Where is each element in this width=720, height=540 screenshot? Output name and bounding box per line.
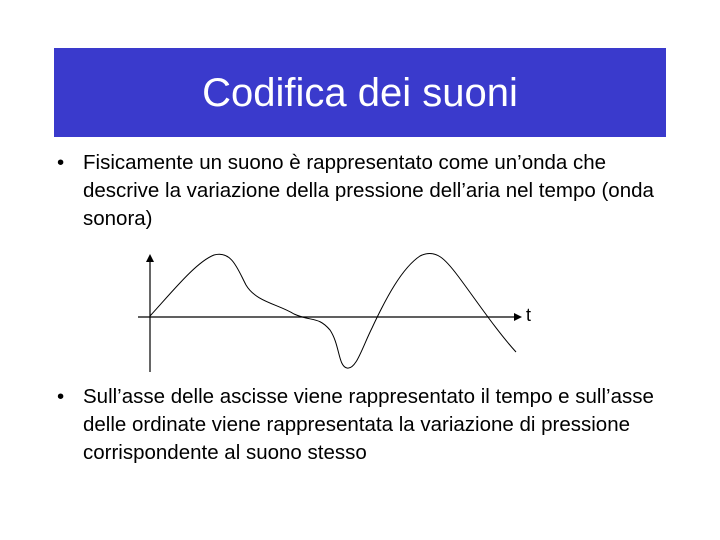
bullet-text: Fisicamente un suono è rappresentato come un’onda che descrive la variazione della pressione dell’aria nel tempo (onda sonora) (83, 151, 654, 230)
bullet-item (57, 383, 663, 467)
bullet-item (57, 149, 663, 233)
x-axis-label: t (526, 305, 532, 325)
title-banner (54, 48, 666, 137)
bullet-marker: • (57, 385, 65, 408)
y-axis-arrowhead (146, 254, 154, 262)
x-axis-arrowhead (514, 313, 522, 321)
slide-title: Codifica dei suoni (202, 70, 518, 115)
sound-wave-curve (150, 253, 516, 368)
bullet-text: Sull’asse delle ascisse viene rappresentato il tempo e sull’asse delle ordinate viene rappresentata la variazione di pressione corrispondente al suono stesso (83, 385, 654, 464)
bullet-marker: • (57, 151, 65, 174)
